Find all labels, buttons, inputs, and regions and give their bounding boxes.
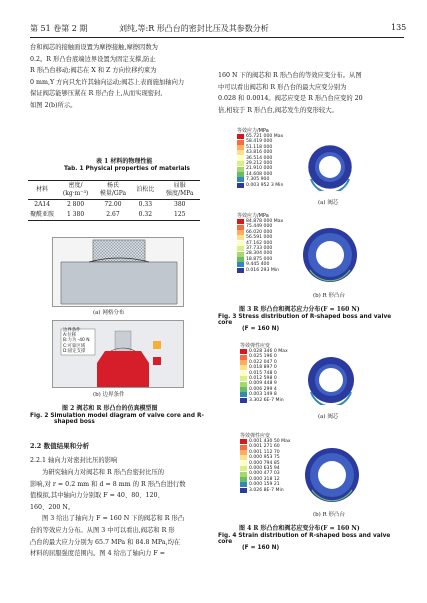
text-line: 160 N 下的阀芯和 R 形凸台的等效应变分布。从图	[218, 72, 362, 79]
legend-swatch	[237, 161, 244, 166]
legend-value: 3.302 6E-7 Min	[249, 397, 284, 403]
legend-value: 28.304 000	[246, 251, 273, 257]
text-line: 0 mm,Y 方向只允许其轴向运动;阀芯上表面施加轴向力	[30, 78, 185, 86]
bc-item: C:可靠区域	[63, 343, 86, 349]
legend-swatch	[237, 177, 244, 182]
table-header-cell: 材料	[36, 186, 49, 193]
text-line: 为研究轴向力对阀芯和 R 形凸台密封比压的	[42, 469, 165, 476]
page-number: 135	[391, 23, 407, 32]
left-body	[30, 467, 208, 560]
legend-value: 0.028 346 0 Max	[249, 349, 288, 355]
fig3-caption-en	[218, 314, 402, 332]
legend-swatch	[240, 371, 247, 376]
legend-value: 0.016 293 Min	[246, 267, 279, 273]
table-header-row	[28, 181, 200, 200]
legend-swatch	[240, 355, 247, 360]
section-title: 2.2 数值结果和分析	[30, 442, 90, 450]
legend-swatch	[237, 225, 244, 230]
table-cell: 125	[174, 211, 186, 218]
right-intro	[218, 70, 400, 116]
fig3a-legend	[237, 134, 283, 188]
caption-line: shaped boss	[54, 419, 95, 425]
text-line: 0.2。R 形凸台底端边界设置为固定支撑,防止	[30, 55, 156, 63]
journal-issue: 第 51 卷第 2 期	[30, 24, 88, 33]
legend-swatch	[240, 392, 247, 397]
fig2b-label: (b) 边界条件	[93, 392, 125, 398]
fig4a-label: (a) 阀芯	[318, 414, 339, 420]
legend-swatch	[240, 360, 247, 365]
table-row	[28, 200, 200, 211]
legend-value: 0.000 953 75	[249, 455, 280, 461]
legend-value: 43.816 000	[246, 150, 273, 156]
fig4b-boss-plot	[298, 446, 366, 504]
bc-legend	[63, 328, 90, 354]
legend-swatch	[237, 230, 244, 235]
legend-swatch	[237, 262, 244, 267]
mesh-drawing	[53, 238, 183, 306]
text-line: 凸台的最大应力分别为 65.7 MPa 和 84.8 MPa,均在	[30, 538, 181, 546]
legend-value: 0.018 897 0	[249, 365, 277, 371]
legend-value: 0.001 430 50 Max	[249, 439, 291, 445]
text-line: 台的等效应力分布。从图 3 中可以看出,阀芯和 R 形	[30, 526, 175, 534]
fig4a-valve-core-plot	[300, 355, 362, 405]
legend-value: 65.721 000 Max	[246, 134, 284, 140]
table-cell: 380	[174, 201, 186, 208]
legend-row	[240, 398, 288, 403]
text-line: 台和阀芯的接触面设置为摩擦接触,摩擦因数为	[30, 44, 158, 51]
caption-line: (F = 160 N)	[242, 545, 280, 551]
table-cell: 聚酰亚胺	[30, 211, 55, 218]
table-header-cell: 屈服 强度/MPa	[166, 182, 194, 197]
mesh-figure	[52, 237, 184, 307]
legend-value: 0.012 598 0	[249, 376, 277, 382]
table-header-cell: 泊松比	[136, 186, 155, 193]
legend-value: 47.162 000	[246, 240, 273, 246]
legend-value: 0.000 159 21	[249, 482, 280, 488]
table-cell: 2A14	[34, 201, 51, 208]
caption-line: Fig. 2 Simulation model diagram of valve core and R-	[30, 413, 204, 419]
legend-row	[237, 183, 283, 188]
text-line: 倍,相较于 R 形凸台,阀芯发生的变形较大。	[218, 106, 338, 114]
fig2a-label: (a) 网格分布	[93, 310, 125, 316]
table-caption-cn: 表 1 材料的物理性能	[96, 158, 153, 165]
table-header-cell: 密度/ (kg·m⁻³)	[62, 182, 89, 197]
bc-item: A:位移	[63, 333, 77, 339]
text-line: 0.028 和 0.0014。阀芯应变是 R 形凸台应变的 20	[218, 95, 363, 103]
legend-value: 0.000 477 03	[249, 471, 280, 477]
legend-value: 18.875 000	[246, 256, 273, 262]
legend-swatch	[237, 140, 244, 145]
legend-value: 0.015 748 0	[249, 370, 277, 376]
legend-swatch	[237, 183, 244, 188]
legend-swatch	[240, 482, 247, 487]
legend-value: 0.000 794 85	[249, 460, 280, 466]
legend-value: 56.591 000	[246, 235, 273, 241]
legend-swatch	[237, 241, 244, 246]
legend-value: 37.733 000	[246, 246, 273, 252]
legend-value: 9.445 400	[246, 262, 270, 268]
legend-value: 0.006 299 4	[249, 386, 277, 392]
legend-value: 3.026 8E-7 Min	[249, 487, 284, 493]
legend-swatch	[237, 235, 244, 240]
bc-title: 边界条件	[63, 328, 81, 333]
legend-value: 0.003 952 3 Min	[246, 182, 284, 188]
table-cell: 2.67	[106, 211, 120, 218]
fig4b-legend	[240, 439, 291, 493]
legend-swatch	[240, 445, 247, 450]
legend-swatch	[240, 398, 247, 403]
fig4a-title: 等效弹性应变	[240, 343, 271, 349]
legend-swatch	[240, 439, 247, 444]
legend-value: 29.212 000	[246, 161, 273, 167]
left-intro	[30, 42, 208, 112]
legend-swatch	[237, 246, 244, 251]
fig3a-label: (a) 阀芯	[318, 200, 339, 206]
legend-swatch	[240, 477, 247, 482]
text-line: R 形凸台移动;阀芯在 X 和 Z 方向位移约束为	[30, 67, 157, 75]
text-line: 中可以看出阀芯和 R 形凸台的最大应变分别为	[218, 83, 347, 91]
legend-swatch	[237, 219, 244, 224]
legend-swatch	[240, 455, 247, 460]
text-line: 保证阀芯能够压紧在 R 形凸台上,从而实现密封,	[30, 90, 163, 98]
legend-swatch	[237, 172, 244, 177]
fig2-caption-en	[30, 413, 208, 425]
fig2-caption-cn: 图 2 阀芯和 R 形凸台的仿真模型图	[62, 405, 158, 412]
materials-table	[28, 180, 200, 221]
legend-swatch	[240, 376, 247, 381]
legend-value: 0.000 635 94	[249, 466, 280, 472]
legend-swatch	[237, 257, 244, 262]
running-title: 刘纯,等:R 形凸台的密封比压及其参数分析	[119, 24, 269, 33]
subsection-title: 2.2.1 轴向力对密封比压的影响	[30, 457, 118, 464]
caption-line: Fig. 3 Stress distribution of R-shaped boss and valve core	[218, 314, 392, 326]
legend-value: 21.910 000	[246, 166, 273, 172]
legend-swatch	[237, 145, 244, 150]
caption-line: (F = 160 N)	[242, 326, 280, 332]
bc-item: B:力为 -40 N	[63, 338, 90, 344]
table-cell: 0.32	[138, 211, 153, 218]
legend-value: 36.514 000	[246, 155, 273, 161]
legend-value: 7.305 900	[246, 177, 270, 183]
text-line: 影响,对 r = 0.2 mm 和 d = 8 mm 的 R 形凸台进行数	[30, 480, 186, 488]
legend-value: 75.449 000	[246, 224, 273, 230]
legend-value: 84.878 000 Max	[246, 219, 284, 225]
fig4b-title: 等效弹性应变	[240, 433, 271, 439]
fig3b-boss-plot	[296, 226, 364, 284]
legend-swatch	[237, 268, 244, 273]
legend-value: 51.118 000	[246, 144, 273, 150]
legend-swatch	[240, 450, 247, 455]
legend-swatch	[237, 156, 244, 161]
legend-swatch	[240, 365, 247, 370]
legend-swatch	[237, 167, 244, 172]
legend-row	[237, 268, 283, 273]
legend-value: 14.608 000	[246, 171, 273, 177]
legend-value: 0.000 318 12	[249, 476, 280, 482]
legend-swatch	[237, 150, 244, 155]
table-cell: 1 380	[66, 211, 85, 218]
table-caption-en: Tab. 1 Physical properties of materials	[64, 166, 190, 172]
caption-line: Fig. 4 Strain distribution of R-shaped boss and valve core	[218, 533, 391, 545]
legend-value: 0.001 271 60	[249, 444, 280, 450]
fig3a-title: 等效应力/MPa	[237, 128, 269, 134]
legend-value: 0.001 112 70	[249, 449, 280, 455]
fig3b-legend	[237, 219, 283, 273]
legend-row	[240, 488, 291, 493]
legend-swatch	[240, 488, 247, 493]
legend-swatch	[237, 252, 244, 257]
table-header-cell: 杨氏 模量/GPa	[99, 182, 127, 197]
fig4a-legend	[240, 349, 288, 403]
header-rule	[30, 37, 404, 38]
legend-swatch	[240, 349, 247, 354]
legend-swatch	[237, 134, 244, 139]
legend-value: 66.020 000	[246, 229, 273, 235]
table-row	[28, 210, 200, 221]
text-line: 材料的屈服强度范围内。图 4 给出了轴向力 F =	[30, 550, 166, 558]
text-line: 如图 2(b)所示。	[30, 101, 77, 109]
fig3b-title: 等效应力/MPa	[237, 213, 269, 219]
table-cell: 72.00	[104, 201, 122, 208]
text-line: 图 3 给出了轴向力 F = 160 N 下的阀芯和 R 形凸	[42, 515, 185, 523]
fig3-caption-cn: 图 3 R 形凸台和阀芯应力分布(F = 160 N)	[239, 306, 360, 313]
legend-value: 0.009 448 9	[249, 381, 277, 387]
legend-value: 0.022 047 0	[249, 359, 277, 365]
text-line: 值模拟,其中轴向力分别取 F = 40、80、120、	[30, 492, 164, 500]
legend-value: 0.025 196 0	[249, 354, 277, 360]
legend-value: 0.003 149 8	[249, 392, 277, 398]
table-cell: 0.33	[138, 201, 153, 208]
legend-swatch	[240, 472, 247, 477]
fig3b-label: (b) R 形凸台	[313, 293, 345, 299]
fig4-caption-cn: 图 4 R 形凸台和阀芯应变分布(F = 160 N)	[239, 525, 360, 532]
fig4-caption-en	[218, 533, 402, 551]
legend-value: 58.419 000	[246, 139, 273, 145]
legend-swatch	[240, 461, 247, 466]
legend-swatch	[240, 387, 247, 392]
fig3a-valve-core-plot	[299, 143, 361, 191]
legend-swatch	[240, 466, 247, 471]
text-line: 160、200 N。	[30, 503, 75, 511]
table-cell: 2 800	[66, 201, 85, 208]
bc-item: D:固定支撑	[63, 348, 86, 354]
fig4b-label: (b) R 形凸台	[313, 512, 345, 518]
legend-swatch	[240, 382, 247, 387]
